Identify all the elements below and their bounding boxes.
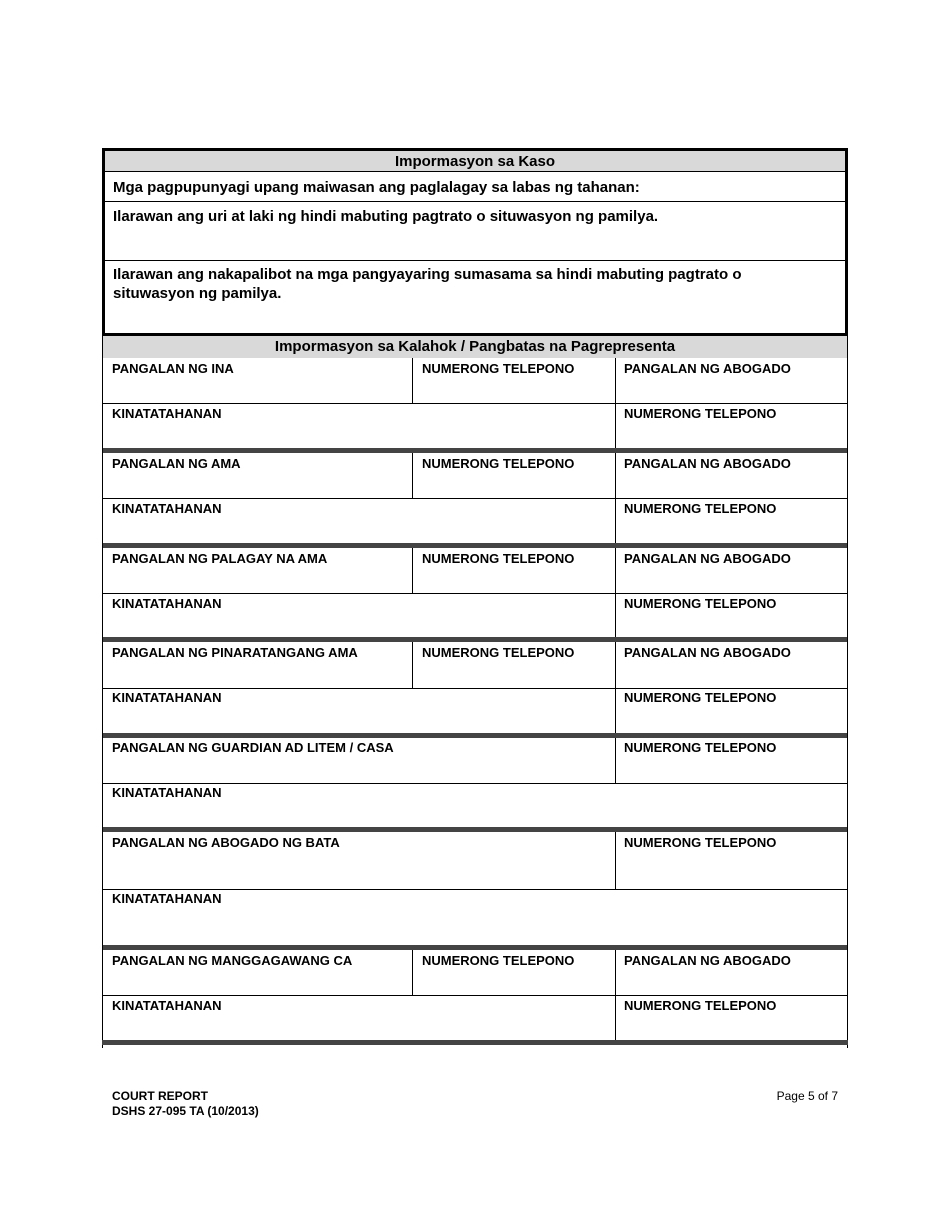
alleged-father-name-field[interactable]: PANGALAN NG PINARATANGANG AMA	[112, 645, 358, 660]
father-name-field[interactable]: PANGALAN NG AMA	[112, 456, 241, 471]
foster-father-attorney-field[interactable]: PANGALAN NG ABOGADO	[624, 551, 791, 566]
divider	[412, 642, 413, 688]
participant-info-title: Impormasyon sa Kalahok / Pangbatas na Pagrepresenta	[274, 338, 676, 355]
divider	[412, 358, 413, 403]
guardian-phone-field[interactable]: NUMERONG TELEPONO	[624, 740, 777, 755]
participant-info-header	[103, 336, 847, 358]
table-bottom-border	[102, 1040, 848, 1045]
surrounding-events-question: Ilarawan ang nakapalibot na mga pangyayaring sumasama sa hindi mabuting pagtrato o situwasyon ng pamilya.	[113, 266, 742, 302]
divider	[105, 260, 845, 261]
mother-name-field[interactable]: PANGALAN NG INA	[112, 361, 234, 376]
foster-father-address-field[interactable]: KINATATAHANAN	[112, 596, 222, 611]
divider	[103, 995, 847, 996]
group-separator	[103, 448, 847, 453]
form-number: DSHS 27-095 TA (10/2013)	[112, 1104, 259, 1118]
ca-worker-attorney-field[interactable]: PANGALAN NG ABOGADO	[624, 953, 791, 968]
child-attorney-address-field[interactable]: KINATATAHANAN	[112, 891, 222, 906]
group-separator	[103, 733, 847, 738]
mother-attorney-phone-field[interactable]: NUMERONG TELEPONO	[624, 406, 777, 421]
alleged-father-phone-field[interactable]: NUMERONG TELEPONO	[422, 645, 575, 660]
group-separator	[103, 543, 847, 548]
case-info-section	[102, 148, 848, 336]
father-attorney-field[interactable]: PANGALAN NG ABOGADO	[624, 456, 791, 471]
participant-info-section	[102, 336, 848, 1048]
foster-father-phone-field[interactable]: NUMERONG TELEPONO	[422, 551, 575, 566]
guardian-name-field[interactable]: PANGALAN NG GUARDIAN AD LITEM / CASA	[112, 740, 394, 755]
mother-phone-field[interactable]: NUMERONG TELEPONO	[422, 361, 575, 376]
father-phone-field[interactable]: NUMERONG TELEPONO	[422, 456, 575, 471]
alleged-father-address-field[interactable]: KINATATAHANAN	[112, 690, 222, 705]
divider	[412, 453, 413, 498]
group-separator	[103, 945, 847, 950]
divider	[103, 889, 847, 890]
ca-worker-attorney-phone-field[interactable]: NUMERONG TELEPONO	[624, 998, 777, 1013]
divider	[105, 201, 845, 202]
divider	[412, 950, 413, 995]
case-info-title: Impormasyon sa Kaso	[394, 153, 556, 170]
abuse-nature-question: Ilarawan ang uri at laki ng hindi mabuting pagtrato o situwasyon ng pamilya.	[113, 208, 659, 225]
page-number: Page 5 of 7	[776, 1089, 838, 1103]
alleged-father-attorney-phone-field[interactable]: NUMERONG TELEPONO	[624, 690, 777, 705]
group-separator	[103, 637, 847, 642]
mother-attorney-field[interactable]: PANGALAN NG ABOGADO	[624, 361, 791, 376]
divider	[103, 498, 847, 499]
mother-address-field[interactable]: KINATATAHANAN	[112, 406, 222, 421]
guardian-address-field[interactable]: KINATATAHANAN	[112, 785, 222, 800]
divider	[103, 403, 847, 404]
ca-worker-address-field[interactable]: KINATATAHANAN	[112, 998, 222, 1013]
father-attorney-phone-field[interactable]: NUMERONG TELEPONO	[624, 501, 777, 516]
foster-father-name-field[interactable]: PANGALAN NG PALAGAY NA AMA	[112, 551, 328, 566]
divider	[103, 593, 847, 594]
ca-worker-phone-field[interactable]: NUMERONG TELEPONO	[422, 953, 575, 968]
case-info-header	[105, 151, 845, 172]
group-separator	[103, 827, 847, 832]
divider	[103, 688, 847, 689]
divider	[615, 738, 616, 783]
placement-prevention-question: Mga pagpupunyagi upang maiwasan ang paglalagay sa labas ng tahanan:	[113, 179, 640, 196]
father-address-field[interactable]: KINATATAHANAN	[112, 501, 222, 516]
child-attorney-name-field[interactable]: PANGALAN NG ABOGADO NG BATA	[112, 835, 340, 850]
divider	[615, 832, 616, 889]
form-title: COURT REPORT	[112, 1089, 208, 1103]
foster-father-attorney-phone-field[interactable]: NUMERONG TELEPONO	[624, 596, 777, 611]
child-attorney-phone-field[interactable]: NUMERONG TELEPONO	[624, 835, 777, 850]
divider	[103, 783, 847, 784]
ca-worker-name-field[interactable]: PANGALAN NG MANGGAGAWANG CA	[112, 953, 353, 968]
divider	[412, 548, 413, 593]
alleged-father-attorney-field[interactable]: PANGALAN NG ABOGADO	[624, 645, 791, 660]
